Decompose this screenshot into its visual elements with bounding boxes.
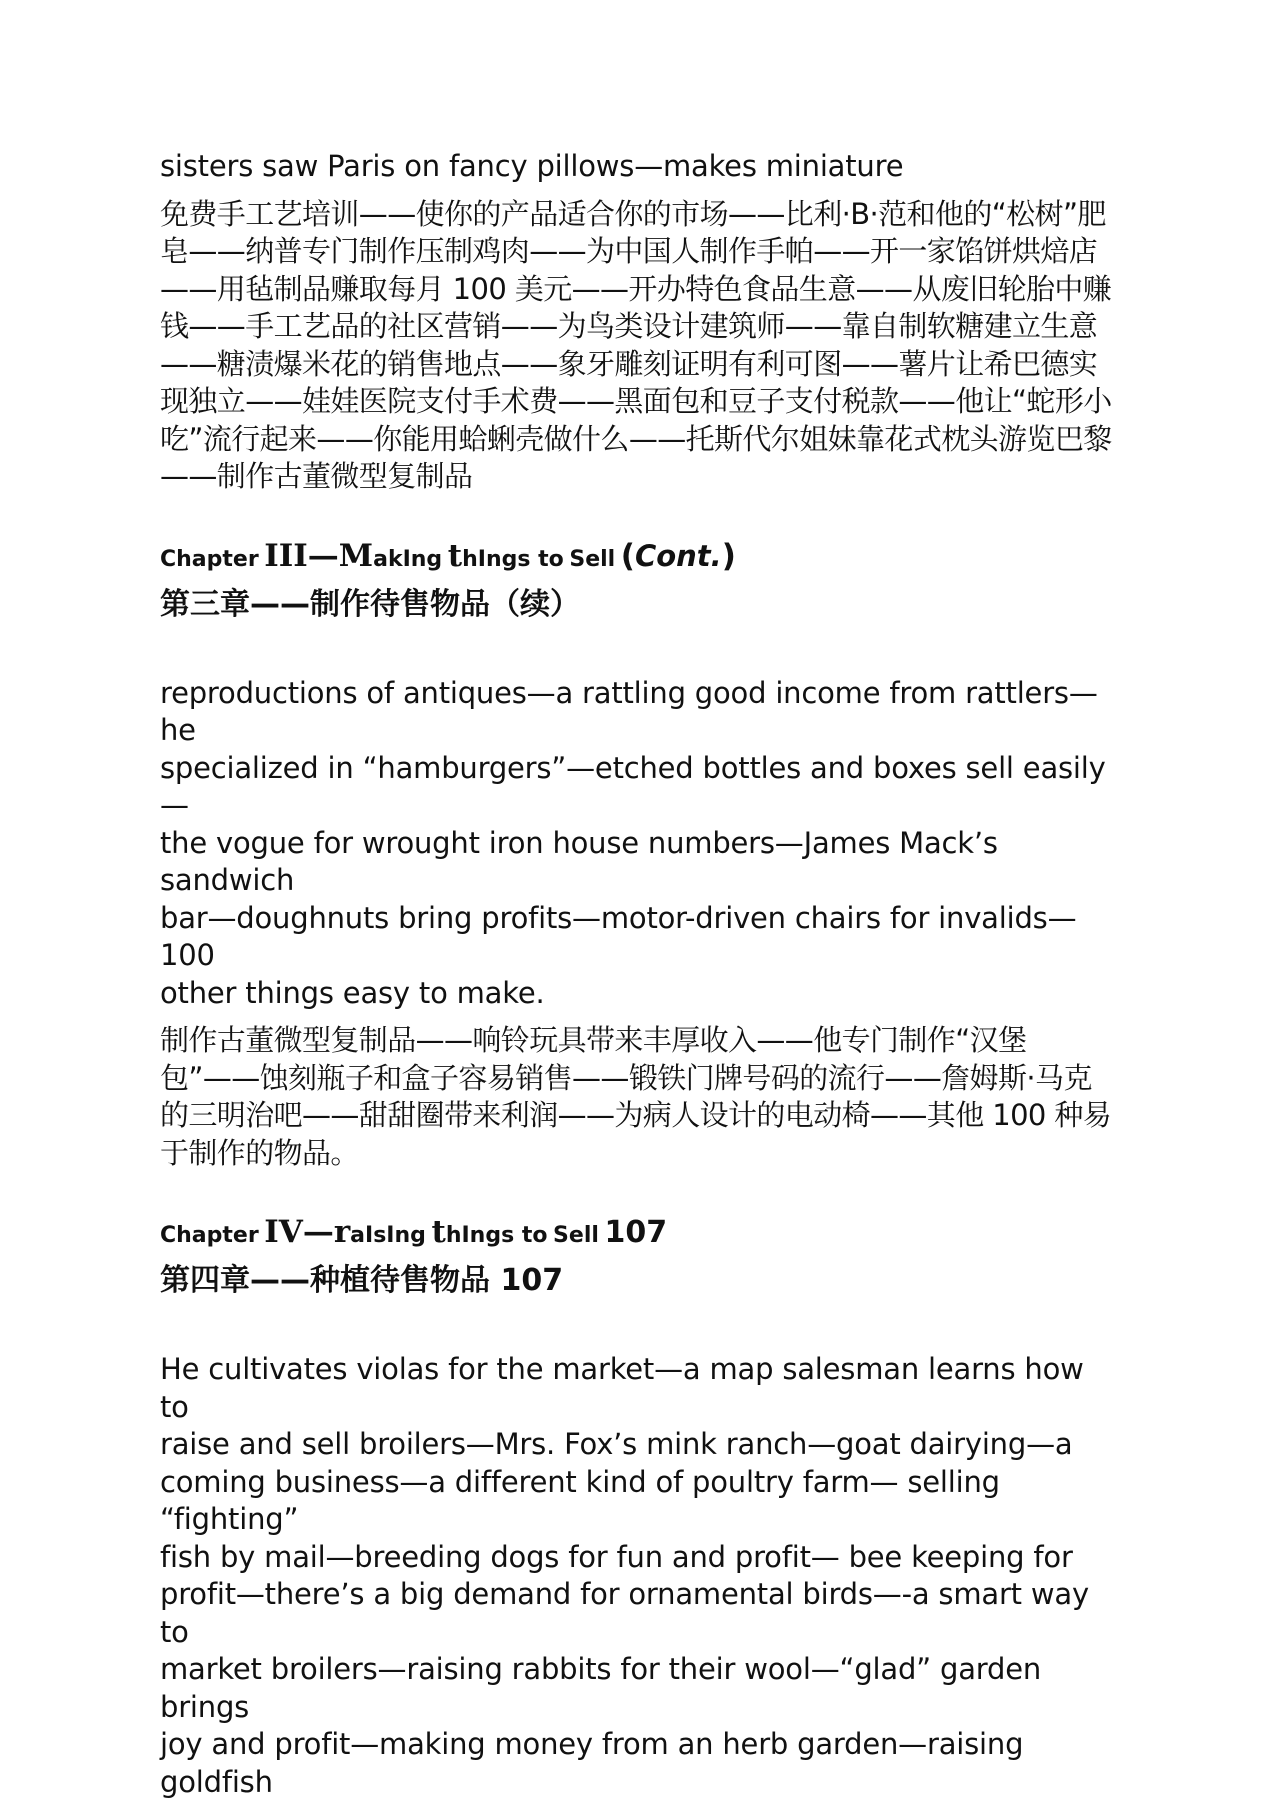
paragraph-line: other things easy to make. <box>160 975 545 1010</box>
paragraph-line: profit—there’s a big demand for ornamental birds—-a smart way to <box>160 1577 1089 1649</box>
chapter-3-paren-close: ) <box>721 537 736 574</box>
document-page <box>160 148 1120 1801</box>
paragraph-line: fish by mail—breeding dogs for fun and profit— bee keeping for <box>160 1539 1073 1574</box>
chapter-3-title-part-2: hIngs to <box>462 546 564 572</box>
paragraph-line: He cultivates violas for the market—a map salesman learns how to <box>160 1352 1084 1424</box>
paragraph-line: market broilers—raising rabbits for their wool—“glad” garden brings <box>160 1652 1042 1724</box>
chapter-4-heading-chinese: 第四章——种植待售物品 107 <box>160 1263 564 1298</box>
chapter-3-english-paragraph <box>160 675 1120 1013</box>
chapter-3-paren-open: ( <box>620 537 635 574</box>
chapter-4-title-initial-s: S <box>553 1223 569 1248</box>
paragraph-line: raise and sell broilers—Mrs. Fox’s mink ranch—goat dairying—a <box>160 1427 1073 1461</box>
chapter-3-chinese-paragraph: 制作古董微型复制品——响铃玩具带来丰厚收入——他专门制作“汉堡包”——蚀刻瓶子和盒子容易销售——锻铁门牌号码的流行——詹姆斯·马克的三明治吧——甜甜圈带来利润——为病人设计的电动椅——其他 100 种易于制作的物品。 <box>160 1023 1112 1170</box>
chapter-4-page-number: 107 <box>604 1215 668 1250</box>
chapter-4-title-part-3: ell <box>568 1223 599 1248</box>
paragraph-line: coming business—a different kind of poultry farm— selling “fighting” <box>160 1464 1000 1536</box>
chapter-4-word: Chapter <box>160 1223 259 1248</box>
intro-english-line: sisters saw Paris on fancy pillows—makes miniature <box>160 149 904 183</box>
chapter-3-heading <box>160 536 1120 581</box>
chapter-4-title-part-1: aIsIng <box>350 1223 426 1248</box>
chapter-4-title-part-2: hIngs to <box>445 1223 548 1248</box>
intro-chinese-paragraph: 免费手工艺培训——使你的产品适合你的市场——比利·B·范和他的“松树”肥皂——纳普专门制作压制鸡肉——为中国人制作手帕——开一家馅饼烘焙店——用毡制品赚取每月 100 美元——开办特色食品生意——从废旧轮胎中赚钱——手工艺品的社区营销——为鸟类设计建筑师——靠自制软糖建立生意——糖渍爆米花的销售地点——象牙雕刻证明有利可图——薯片让希巴德实现独立——娃娃医院支付手术费——黑面包和豆子支付税款——他让“蛇形小吃”流行起来——你能用蛤蜊壳做什么——托斯代尔姐妹靠花式枕头游览巴黎——制作古董微型复制品 <box>160 196 1112 493</box>
chapter-3-title-initial-t: t <box>447 537 463 574</box>
chapter-3-title-part-1: akIng <box>373 546 443 572</box>
chapter-4-english-paragraph <box>160 1351 1120 1801</box>
paragraph-line: reproductions of antiques—a rattling good income from rattlers— he <box>160 675 1098 747</box>
chapter-3-cont: Cont. <box>634 538 722 573</box>
paragraph-line: bar—doughnuts bring profits—motor-driven chairs for invalids—100 <box>160 900 1077 972</box>
chapter-4-title-initial-t: t <box>431 1214 446 1250</box>
chapter-3-title-part-3: ell <box>585 546 616 572</box>
paragraph-line: joy and profit—making money from an herb garden—raising goldfish <box>160 1727 1024 1799</box>
chapter-3-title-initial-s: S <box>569 546 586 572</box>
chapter-4-heading <box>160 1212 1120 1257</box>
chapter-3-numeral: III—M <box>264 537 374 574</box>
chapter-4-numeral: IV—r <box>264 1214 351 1250</box>
paragraph-line: the vogue for wrought iron house numbers—James Mack’s sandwich <box>160 825 998 897</box>
chapter-3-heading-chinese: 第三章——制作待售物品（续） <box>160 586 580 622</box>
paragraph-line: specialized in “hamburgers”—etched bottles and boxes sell easily— <box>160 750 1106 822</box>
chapter-3-word: Chapter <box>160 546 259 572</box>
